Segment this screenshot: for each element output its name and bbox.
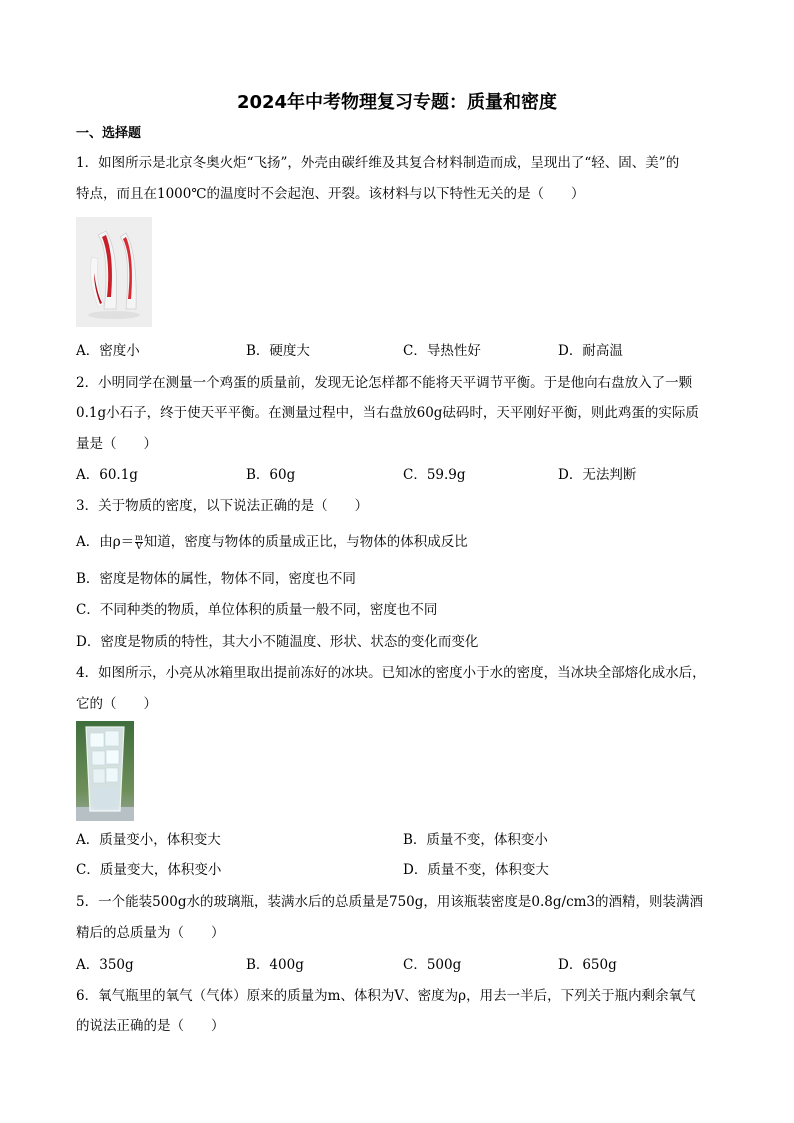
- q4-option-a: A．质量变小，体积变大: [76, 832, 221, 848]
- q4-option-d: D．质量不变，体积变大: [403, 862, 549, 878]
- q2-option-c: C．59.9g: [403, 467, 466, 483]
- q6-line-1: 6．氧气瓶里的氧气（气体）原来的质量为m、体积为V、密度为ρ，用去一半后，下列关于瓶内剩余氧气: [76, 988, 696, 1004]
- q5-line-1: 5．一个能装500g水的玻璃瓶，装满水后的总质量是750g，用该瓶装密度是0.8g/cm3的酒精，则装满酒: [76, 894, 704, 910]
- q5-option-b: B．400g: [246, 957, 304, 973]
- q1-option-c: C．导热性好: [403, 343, 481, 359]
- q4-option-c: C．质量变大，体积变小: [76, 862, 222, 878]
- q5-option-d: D．650g: [558, 957, 617, 973]
- q1-option-b: B．硬度大: [246, 343, 310, 359]
- q4-option-b: B．质量不变，体积变小: [403, 832, 548, 848]
- q2-option-d: D．无法判断: [558, 467, 637, 483]
- q3-option-d: D．密度是物质的特性，其大小不随温度、形状、状态的变化而变化: [76, 634, 479, 650]
- fraction-denominator: V: [136, 542, 142, 551]
- q5-line-2: 精后的总质量为（ ）: [76, 925, 225, 941]
- q2-line-3: 量是（ ）: [76, 436, 157, 452]
- q4-line-1: 4．如图所示，小亮从冰箱里取出提前冻好的冰块。已知冰的密度小于水的密度，当冰块全部熔化成水后，: [76, 665, 706, 681]
- q3-option-c: C．不同种类的物质，单位体积的质量一般不同，密度也不同: [76, 602, 438, 618]
- q3-line-1: 3．关于物质的密度，以下说法正确的是（ ）: [76, 498, 369, 514]
- page-title: 2024年中考物理复习专题：质量和密度: [236, 92, 558, 113]
- q6-line-2: 的说法正确的是（ ）: [76, 1018, 225, 1034]
- ice-glass-image: [76, 721, 134, 821]
- q2-line-2: 0.1g小石子，终于使天平平衡。在测量过程中，当右盘放60g砝码时，天平刚好平衡，则此鸡蛋的实际质: [76, 405, 699, 421]
- q3-option-b: B．密度是物体的属性，物体不同，密度也不同: [76, 571, 356, 587]
- q1-line-1: 1．如图所示是北京冬奥火炬“飞扬”，外壳由碳纤维及其复合材料制造而成，呈现出了“轻、固、美”的: [76, 155, 680, 171]
- torch-image: [76, 217, 152, 327]
- q2-option-b: B．60g: [246, 467, 296, 483]
- q2-line-1: 2．小明同学在测量一个鸡蛋的质量前，发现无论怎样都不能将天平调节平衡。于是他向右盘放入了一颗: [76, 375, 693, 391]
- section-heading: 一、选择题: [76, 126, 142, 141]
- density-fraction: [135, 534, 143, 551]
- q5-option-c: C．500g: [403, 957, 462, 973]
- q4-line-2: 它的（ ）: [76, 696, 157, 712]
- fraction-numerator: m: [135, 533, 143, 542]
- q1-option-d: D．耐高温: [558, 343, 623, 359]
- q3-option-a-prefix: A．由ρ＝: [76, 534, 135, 550]
- q3-option-a: [76, 534, 468, 551]
- q1-option-a: A．密度小: [76, 343, 140, 359]
- q2-option-a: A．60.1g: [76, 467, 138, 483]
- q3-option-a-suffix: 知道，密度与物体的质量成正比，与物体的体积成反比: [143, 534, 468, 550]
- q5-option-a: A．350g: [76, 957, 134, 973]
- q1-line-2: 特点，而且在1000℃的温度时不会起泡、开裂。该材料与以下特性无关的是（ ）: [76, 186, 585, 202]
